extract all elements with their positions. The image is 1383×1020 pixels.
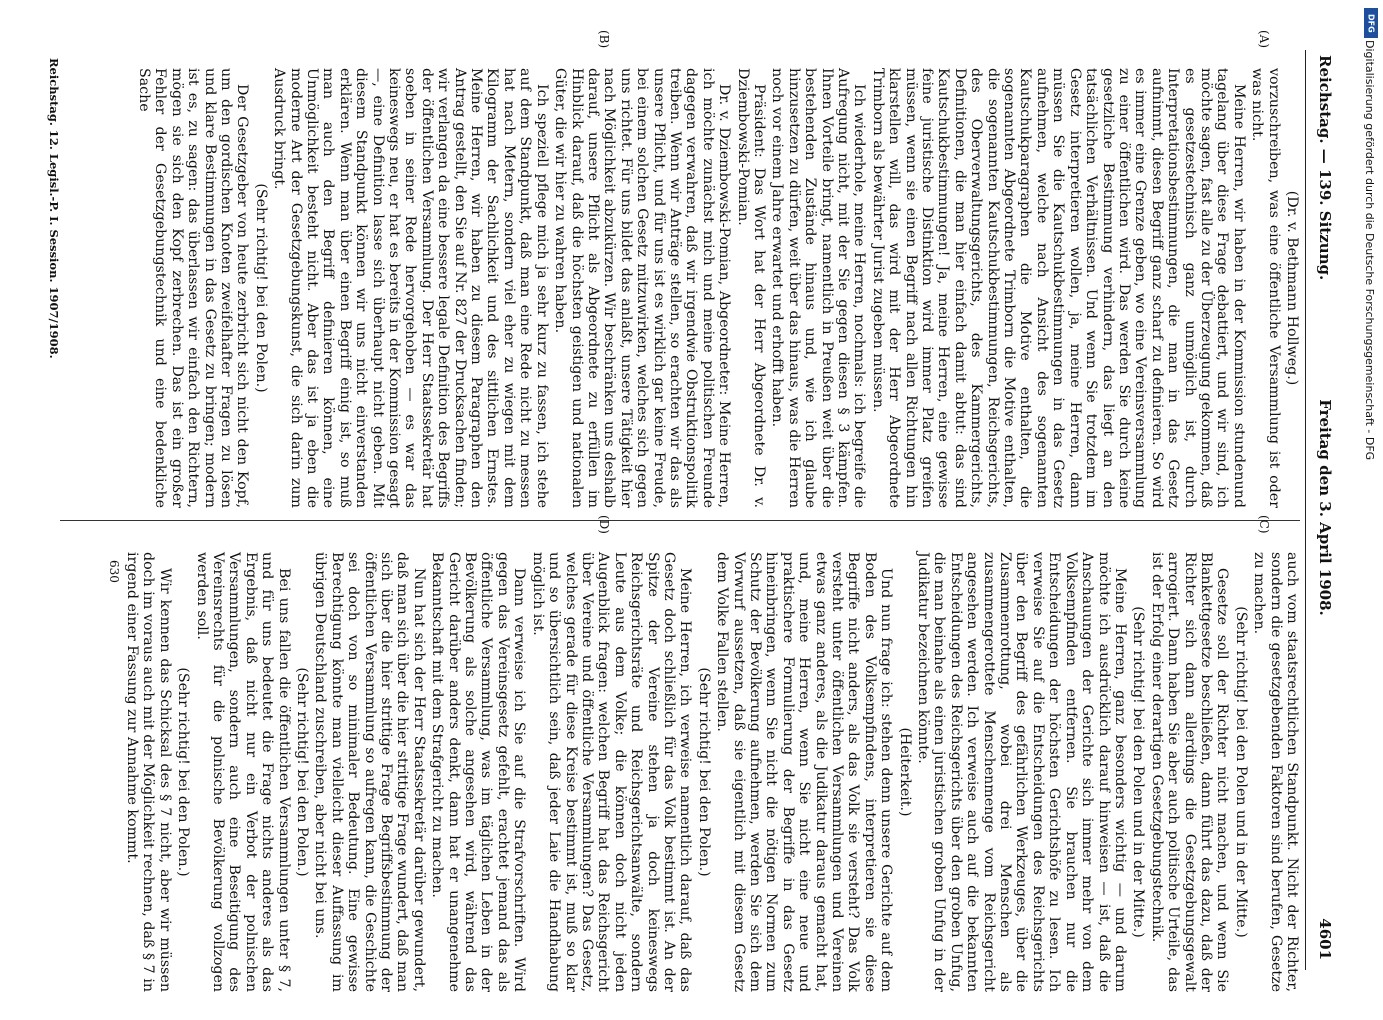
column-divider [60, 520, 1300, 521]
dfg-logo: DFG [1364, 8, 1378, 38]
margin-mark-d: (D) [597, 515, 611, 534]
left-column [134, 68, 1300, 508]
paragraph: vorzuschreiben, was eine öffentliche Versammlung ist oder was nicht. [1249, 68, 1282, 508]
paragraph: Gesetze soll der Richter nicht machen, und wenn Sie Blankettgesetze beschließen, dann führt das dazu, daß der Richter sich dann allerdings die Gesetzgebungsgewalt arrogiert. Dann haben Sie aber auch politische Urteile, das ist der Erfolg einer derartigen Gesetzgebungstechnik. [1148, 552, 1231, 992]
interjection: (Sehr richtig! bei den Polen.) [252, 183, 269, 393]
paragraph: Ich wiederhole, meine Herren, nochmals: ich begreife die Aufregung nicht, mit der Sie gegen diesen § 3 kämpfen. Ihnen Vorteile bringt, namentlich in Preußen weit über die bestehenden Zustände hinaus und, wie ich glaube hinzusetzen zu dürfen, weit über das hinaus, was die Herren noch vor einem Jahre erwartet und erhofft haben. [769, 68, 868, 508]
paragraph: Ich speziell pflege mich ja sehr kurz zu fassen, ich stehe auf dem Standpunkt, daß man eine Rede nicht zu messen hat nach Metern, sondern viel eher zu wiegen mit dem Kilogramm der Sachlichkeit und des sittlichen Ernstes. Meine Herren, wir haben zu diesem Paragraphen den Antrag gestellt, den Sie auf Nr. 827 der Drucksachen finden; wir verlangen da eine bessere legale Definition des Begriffs der öffentlichen Versammlung. Der Herr Staatssekretär hat soeben in seiner Rede hervorgehoben — es war das keineswegs neu, er hat es bereits in der Kommission gesagt —, eine Definition lasse sich überhaupt nicht geben. Mit diesem Standpunkt können wir uns nicht einverstanden erklären. Wenn man über einen Begriff einig ist, so muß man auch den Begriff definieren können, eine Unmöglichkeit besteht nicht. Aber das ist ja eben die moderne Art der Gesetzgebungskunst, die sich darin zum Ausdruck bringt. [271, 68, 550, 508]
footer-session: Reichstag. 12. Legisl.-P. I. Session. 1907/1908. [47, 58, 61, 359]
digitization-credit [1360, 40, 1380, 1020]
interjection: (Sehr richtig! bei den Polen.) [695, 667, 712, 877]
paragraph: Wir kennen das Schicksal des § 7 nicht, aber wir müssen doch im voraus auch mit der Möglichkeit rechnen, daß § 7 in irgend einer Fassung zur Annahme kommt. [123, 552, 173, 992]
interjection: (Sehr richtig! bei den Polen.) [294, 667, 311, 877]
right-column [122, 552, 1300, 992]
rotated-page [32, 0, 1352, 1000]
paragraph: Dr. v. Dziembowski-Pomian, Abgeordneter: Meine Herren, ich möchte zunächst mich und meine politischen Freunde dagegen verwahren, daß wir irgendwie Obstruktionspolitik treiben. Wenn wir Anträge stellen, so erachten wir das als unsere Pflicht, und für uns ist es wirklich gar keine Freude, bei einem solchen Gesetz mitzuwirken, welches sich gegen uns richtet. Für uns bildet das anlaßt, unsere Tätigkeit hier nach Möglichkeit abzukürzen. Wir beschränken uns deshalb darauf, unsere Pflicht als Abgeordnete zu erfüllen im Hinblick darauf, daß die höchsten geistigen und nationalen Güter, die wir hier zu wahren haben. [552, 68, 733, 508]
header-date: Freitag den 3. April 1908. [1316, 399, 1335, 616]
paragraph: Und nun frage ich: stehen denn unsere Gerichte auf dem Boden des Volksempfindens, interpretieren sie diese Begriffe nicht anders, als das Volk sie versteht? Das Volk versteht unter öffentlichen Versammlungen und Vereinen etwas ganz anderes, als die Judikatur daraus gemacht hat, und, meine Herren, wenn Sie nicht eine neue und praktischere Formulierung der Begriffe in das Gesetz hineinbringen, wenn Sie nicht die nötigen Normen zum Schutz der Bevölkerung aufnehmen, werden Sie sich dem Vorwurf aussetzen, daß sie eigentlich mit diesem Gesetz dem Volke Fallen stellen. [714, 552, 895, 992]
margin-mark-a: (A) [1257, 30, 1271, 49]
paragraph: Meine Herren, ganz besonders wichtig — und darum möchte ich ausdrücklich darauf hinweisen — ist, daß die Anschauungen der Gerichte sich immer mehr von dem Volksempfinden entfernen. Sie brauchen nur die Entscheidungen der höchsten Gerichtshöfe zu lesen. Ich verweise Sie auf die Entscheidungen des Reichsgerichts über den Begriff des gefährlichen Werkzeuges, über die Zusammenrottung, wobei drei Menschen als zusammengerottete Menschenmenge vom Reichsgericht angesehen werden. Ich verweise auch auf die bekannten Entscheidungen des Reichsgerichts über den groben Unfug, die man beinahe als einen juristischen groben Unfug in der Judikatur bezeichnen könnte. [915, 552, 1128, 992]
page-number: 4601 [1316, 918, 1335, 961]
margin-mark-b: (B) [597, 30, 611, 49]
paragraph: Der Gesetzgeber von heute zerbricht sich nicht den Kopf, um den gordischen Knoten zweifelhafter Fragen zu lösen und klare Bestimmungen in das Gesetz zu bringen; modern ist es, zu sagen: das überlassen wir einfach den Richtern, mögen sie sich den Kopf zerbrechen. Das ist ein großer Fehler der Gesetzgebungstechnik und eine bedenkliche Sache [135, 68, 251, 508]
header-title: Reichstag. — 139. Sitzung. [1316, 55, 1335, 281]
credit-text: Digitalisierung gefördert durch die Deutsche Forschungsgemeinschaft - DFG [1363, 40, 1376, 461]
paragraph: Nun hat sich der Herr Staatssekretär darüber gewundert, daß man sich über die hier strittige Frage wundert, daß man sich über die hier strittige Frage Begriffsbestimmung der öffentlichen Versammlung so aufregen kann, die Geschichte sei doch von so minimaler Bedeutung. Eine gewisse Berechtigung könnte man vielleicht dieser Auffassung im übrigen Deutschland zuschreiben, aber nicht bei uns. [312, 552, 427, 992]
sheet-number: 630 [107, 560, 121, 583]
president-line: Präsident: Das Wort hat der Herr Abgeordnete Dr. v. Dziembowski-Pomian. [734, 68, 767, 508]
header-rule [1305, 50, 1306, 970]
paragraph: Meine Herren, wir haben in der Kommission stundenund tagelang über diese Frage debattiert, und wir sind, ich möchte sagen, fast alle zu der Überzeugung gekommen, daß es gesetzestechnisch ganz unmöglich ist, durch Interpretationsbestimmungen, die man in das Gesetz aufnimmt, diesen Begriff ganz scharf zu definieren. So wird es immer eine Grenze geben, wo eine Vereinsversammlung zu einer öffentlichen wird. Das werden Sie durch keine gesetzliche Bestimmung verhindern, das liegt an den tatsächlichen Verhältnissen. Und wenn Sie trotzdem im Gesetz interpretieren wollen, ja, meine Herren, dann müssen Sie die Kautschukbestimmungen in das Gesetz aufnehmen, welche nach Ansicht des sogenannten Kautschukparagraphen die Motive enthalten, die sogenannten Abgeordnete Trimborn die Motive enthalten, die sogenannten Kautschukbestimmungen, Reichsgerichts, des Oberverwaltungsgerichts, des Kammergerichts, Definitionen, die man hier einfach damit abtut: das sind Kautschukbestimmungen! Ja, meine Herren, eine gewisse feine juristische Distinktion wird immer Platz greifen müssen, wenn sie einen Begriff nach allen Richtungen hin klarstellen will, das wird mit der Herr Abgeordnete Trimborn als bewährter Jurist zugeben müssen. [869, 68, 1247, 508]
page-header [1308, 55, 1342, 960]
paragraph: Dann verweise ich Sie auf die Strafvorschriften. Wird gegen das Vereinsgesetz gefehlt, erachtet jemand das als öffentliche Versammlung, was im täglichen Leben in der Bevölkerung als solche angesehen wird, während das Gericht darüber anders denkt, dann hat er unangenehme Bekanntschaft mit dem Strafgericht zu machen. [429, 552, 528, 992]
speaker-line: (Dr. v. Bethmann Hollweg.) [1284, 190, 1300, 386]
interjection: (Sehr richtig! bei den Polen.) [175, 667, 192, 877]
interjection: (Heiterkeit.) [896, 727, 913, 817]
paragraph: Bei uns fallen die öffentlichen Versammlungen unter § 7, und für uns bedeutet die Frage nichts anderes als das Ergebnis, daß nicht nur ein Verbot der polnischen Versammlungen, sondern auch eine Beseitigung des Vereinsrechts für die polnische Bevölkerung vollzogen werden soll. [193, 552, 292, 992]
paragraph: Meine Herren, ich verweise namentlich darauf, daß das Gesetz doch schließlich für das Volk bestimmt ist. An der Spitze der Vereine stehen ja doch keineswegs Reichsgerichtsräte und Reichsgerichtsanwälte, sondern Leute aus dem Volke; die können doch nicht jeden Augenblick fragen: welchen Begriff hat das Reichsgericht über Vereine und öffentliche Versammlungen? Das Gesetz, welches gerade für diese Kreise bestimmt ist, muß so klar und so übersichtlich sein, daß jeder Laie die Handhabung möglich ist. [529, 552, 694, 992]
interjection: (Sehr richtig! bei den Polen und in der Mitte.) [1232, 606, 1249, 938]
interjection: (Sehr richtig! bei den Polen und in der Mitte.) [1130, 606, 1147, 938]
margin-mark-c: (C) [1257, 515, 1271, 534]
paragraph: auch vom staatsrechtlichen Standpunkt. Nicht der Richter, sondern die gesetzgebenden Faktoren sind berufen, Gesetze zu machen. [1251, 552, 1300, 992]
